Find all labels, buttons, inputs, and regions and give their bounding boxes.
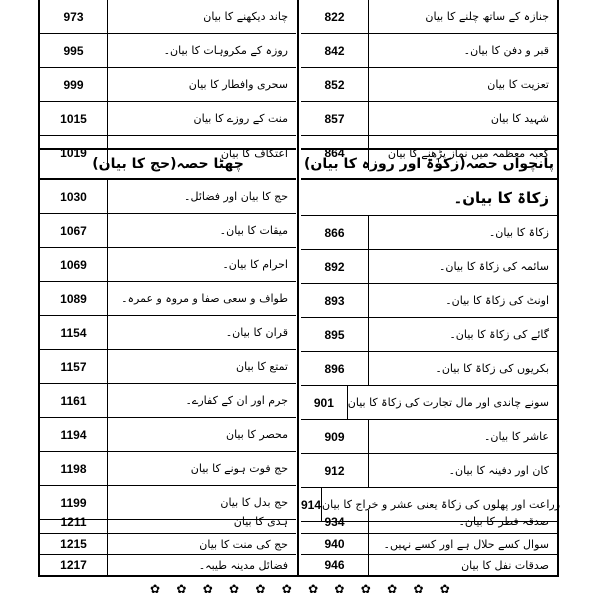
page-number: 901 bbox=[301, 386, 348, 419]
flower-icon: ✿ bbox=[229, 582, 240, 596]
page-number: 934 bbox=[301, 510, 369, 533]
page-number: 999 bbox=[40, 68, 108, 101]
left-column bbox=[40, 0, 296, 575]
table-row bbox=[301, 68, 557, 102]
page-number: 1154 bbox=[40, 316, 108, 349]
page-number: 973 bbox=[40, 0, 108, 33]
entry-title: صدقات نفل کا بیان bbox=[461, 558, 549, 572]
entry-title: ہدی کا بیان bbox=[233, 515, 288, 528]
page-number: 852 bbox=[301, 68, 369, 101]
table-row bbox=[40, 34, 296, 68]
table-row bbox=[301, 34, 557, 68]
subsection-title: زکاۃ کا بیان۔ bbox=[453, 188, 549, 207]
page-number: 1217 bbox=[40, 555, 108, 575]
page-number: 909 bbox=[301, 420, 369, 453]
entry-title: حج کا بیان اور فضائل۔ bbox=[184, 190, 288, 203]
page-number: 822 bbox=[301, 0, 369, 33]
table-row bbox=[40, 0, 296, 34]
flower-icon: ✿ bbox=[360, 582, 371, 596]
entry-title: عاشر کا بیان۔ bbox=[483, 430, 549, 443]
footer-ornament bbox=[150, 581, 450, 597]
table-row bbox=[40, 316, 296, 350]
flower-icon: ✿ bbox=[281, 582, 292, 596]
entry-title: سونے چاندی اور مال تجارت کی زکاۃ کا بیان bbox=[347, 396, 549, 409]
page-number: 1030 bbox=[40, 180, 108, 213]
entry-title: جرم اور ان کے کفارے۔ bbox=[185, 394, 288, 407]
page-number: 1015 bbox=[40, 102, 108, 135]
entry-title: تعزیت کا بیان bbox=[487, 78, 549, 91]
page-number: 1198 bbox=[40, 452, 108, 485]
entry-title: سائمہ کی زکاۃ کا بیان۔ bbox=[438, 260, 549, 273]
entry-title: روزہ کے مکروہات کا بیان۔ bbox=[163, 44, 288, 57]
entry-title: زراعت اور پھلوں کی زکاۃ یعنی عشر و خراج کا بیان bbox=[322, 498, 561, 511]
page-number: 895 bbox=[301, 318, 369, 351]
section-heading-right: پانچواں حصہ(زکوٰۃ اور روزہ کا بیان) bbox=[301, 148, 557, 180]
table-row bbox=[301, 284, 557, 318]
entry-title: شہید کا بیان bbox=[490, 112, 549, 125]
table-row bbox=[40, 180, 296, 214]
page-number: 1157 bbox=[40, 350, 108, 383]
section-heading-left: چھٹا حصہ(حج کا بیان) bbox=[40, 148, 296, 180]
table-row bbox=[301, 534, 557, 555]
page-number: 914 bbox=[301, 488, 322, 521]
subsection-heading bbox=[301, 180, 557, 216]
flower-icon: ✿ bbox=[413, 582, 424, 596]
table-row bbox=[40, 248, 296, 282]
page-number: 1215 bbox=[40, 534, 108, 554]
entry-title: کان اور دفینہ کا بیان۔ bbox=[448, 464, 549, 477]
page-number: 892 bbox=[301, 250, 369, 283]
page-number: 1161 bbox=[40, 384, 108, 417]
table-row bbox=[301, 216, 557, 250]
table-row bbox=[301, 102, 557, 136]
entry-title: حج کی منت کا بیان bbox=[199, 537, 288, 551]
entry-title: چاند دیکھنے کا بیان bbox=[203, 10, 288, 23]
page-number: 1067 bbox=[40, 214, 108, 247]
table-row bbox=[301, 0, 557, 34]
page-number: 940 bbox=[301, 534, 369, 554]
entry-title: طواف و سعی صفا و مروہ و عمرہ۔ bbox=[121, 292, 288, 305]
page-number: 893 bbox=[301, 284, 369, 317]
table-row bbox=[40, 555, 296, 575]
table-row bbox=[301, 386, 557, 420]
page-number: 1211 bbox=[40, 510, 108, 533]
page-number: 857 bbox=[301, 102, 369, 135]
entry-title: اونٹ کی زکاۃ کا بیان۔ bbox=[445, 294, 549, 307]
entry-title: تمتع کا بیان bbox=[236, 360, 288, 373]
page-number: 842 bbox=[301, 34, 369, 67]
entry-title: بکریوں کی زکاۃ کا بیان۔ bbox=[435, 362, 549, 375]
flower-icon: ✿ bbox=[439, 582, 450, 596]
table-row bbox=[301, 318, 557, 352]
flower-icon: ✿ bbox=[255, 582, 266, 596]
table-row bbox=[40, 452, 296, 486]
table-row bbox=[301, 352, 557, 386]
page-number: 946 bbox=[301, 555, 369, 575]
entry-title: سحری وافطار کا بیان bbox=[188, 78, 288, 91]
page-number-empty bbox=[301, 180, 369, 215]
table-row bbox=[301, 555, 557, 575]
entry-title: فضائل مدینہ طیبہ۔ bbox=[198, 558, 288, 572]
flower-icon: ✿ bbox=[387, 582, 398, 596]
entry-title: منت کے روزے کا بیان bbox=[193, 112, 288, 125]
table-row bbox=[40, 510, 296, 534]
page-number: 995 bbox=[40, 34, 108, 67]
table-row bbox=[301, 250, 557, 284]
page-number: 1089 bbox=[40, 282, 108, 315]
page-number: 1019 bbox=[40, 136, 108, 170]
flower-icon: ✿ bbox=[334, 582, 345, 596]
table-row bbox=[301, 454, 557, 488]
table-row bbox=[40, 214, 296, 248]
entry-title: قبر و دفن کا بیان۔ bbox=[463, 44, 549, 57]
entry-title: کعبہ معظمہ میں نماز پڑھنے کا بیان bbox=[387, 146, 549, 160]
flower-icon: ✿ bbox=[308, 582, 319, 596]
table-row bbox=[40, 534, 296, 555]
table-row bbox=[40, 282, 296, 316]
table-row bbox=[40, 350, 296, 384]
table-row bbox=[301, 510, 557, 534]
page-number: 866 bbox=[301, 216, 369, 249]
table-row bbox=[40, 102, 296, 136]
page-number: 912 bbox=[301, 454, 369, 487]
entry-title: قران کا بیان۔ bbox=[225, 326, 288, 339]
entry-title: سوال کسے حلال ہے اور کسے نہیں۔ bbox=[383, 537, 549, 551]
page-number: 896 bbox=[301, 352, 369, 385]
table-row bbox=[40, 384, 296, 418]
flower-icon: ✿ bbox=[202, 582, 213, 596]
entry-title: گائے کی زکاۃ کا بیان۔ bbox=[449, 328, 549, 341]
flower-icon: ✿ bbox=[150, 582, 161, 596]
table-row bbox=[40, 418, 296, 452]
table-row bbox=[40, 68, 296, 102]
entry-title: میقات کا بیان۔ bbox=[219, 224, 288, 237]
page-number: 1194 bbox=[40, 418, 108, 451]
entry-title: اعتکاف کا بیان bbox=[220, 146, 288, 160]
entry-title: احرام کا بیان۔ bbox=[222, 258, 288, 271]
column-divider bbox=[297, 0, 299, 575]
page-number: 1069 bbox=[40, 248, 108, 281]
flower-icon: ✿ bbox=[176, 582, 187, 596]
entry-title: حج فوت ہونے کا بیان bbox=[190, 462, 288, 475]
entry-title: حج بدل کا بیان bbox=[220, 496, 288, 509]
table-row bbox=[301, 420, 557, 454]
entry-title: زکاۃ کا بیان۔ bbox=[488, 226, 549, 239]
page-number: 864 bbox=[301, 136, 369, 170]
page-number: 1199 bbox=[40, 486, 108, 519]
entry-title: محصر کا بیان bbox=[226, 428, 288, 441]
index-table bbox=[38, 0, 559, 577]
right-column bbox=[301, 0, 561, 575]
entry-title: جنازہ کے ساتھ چلنے کا بیان bbox=[425, 10, 549, 23]
entry-title: صدقہ فطر کا بیان۔ bbox=[458, 515, 549, 528]
